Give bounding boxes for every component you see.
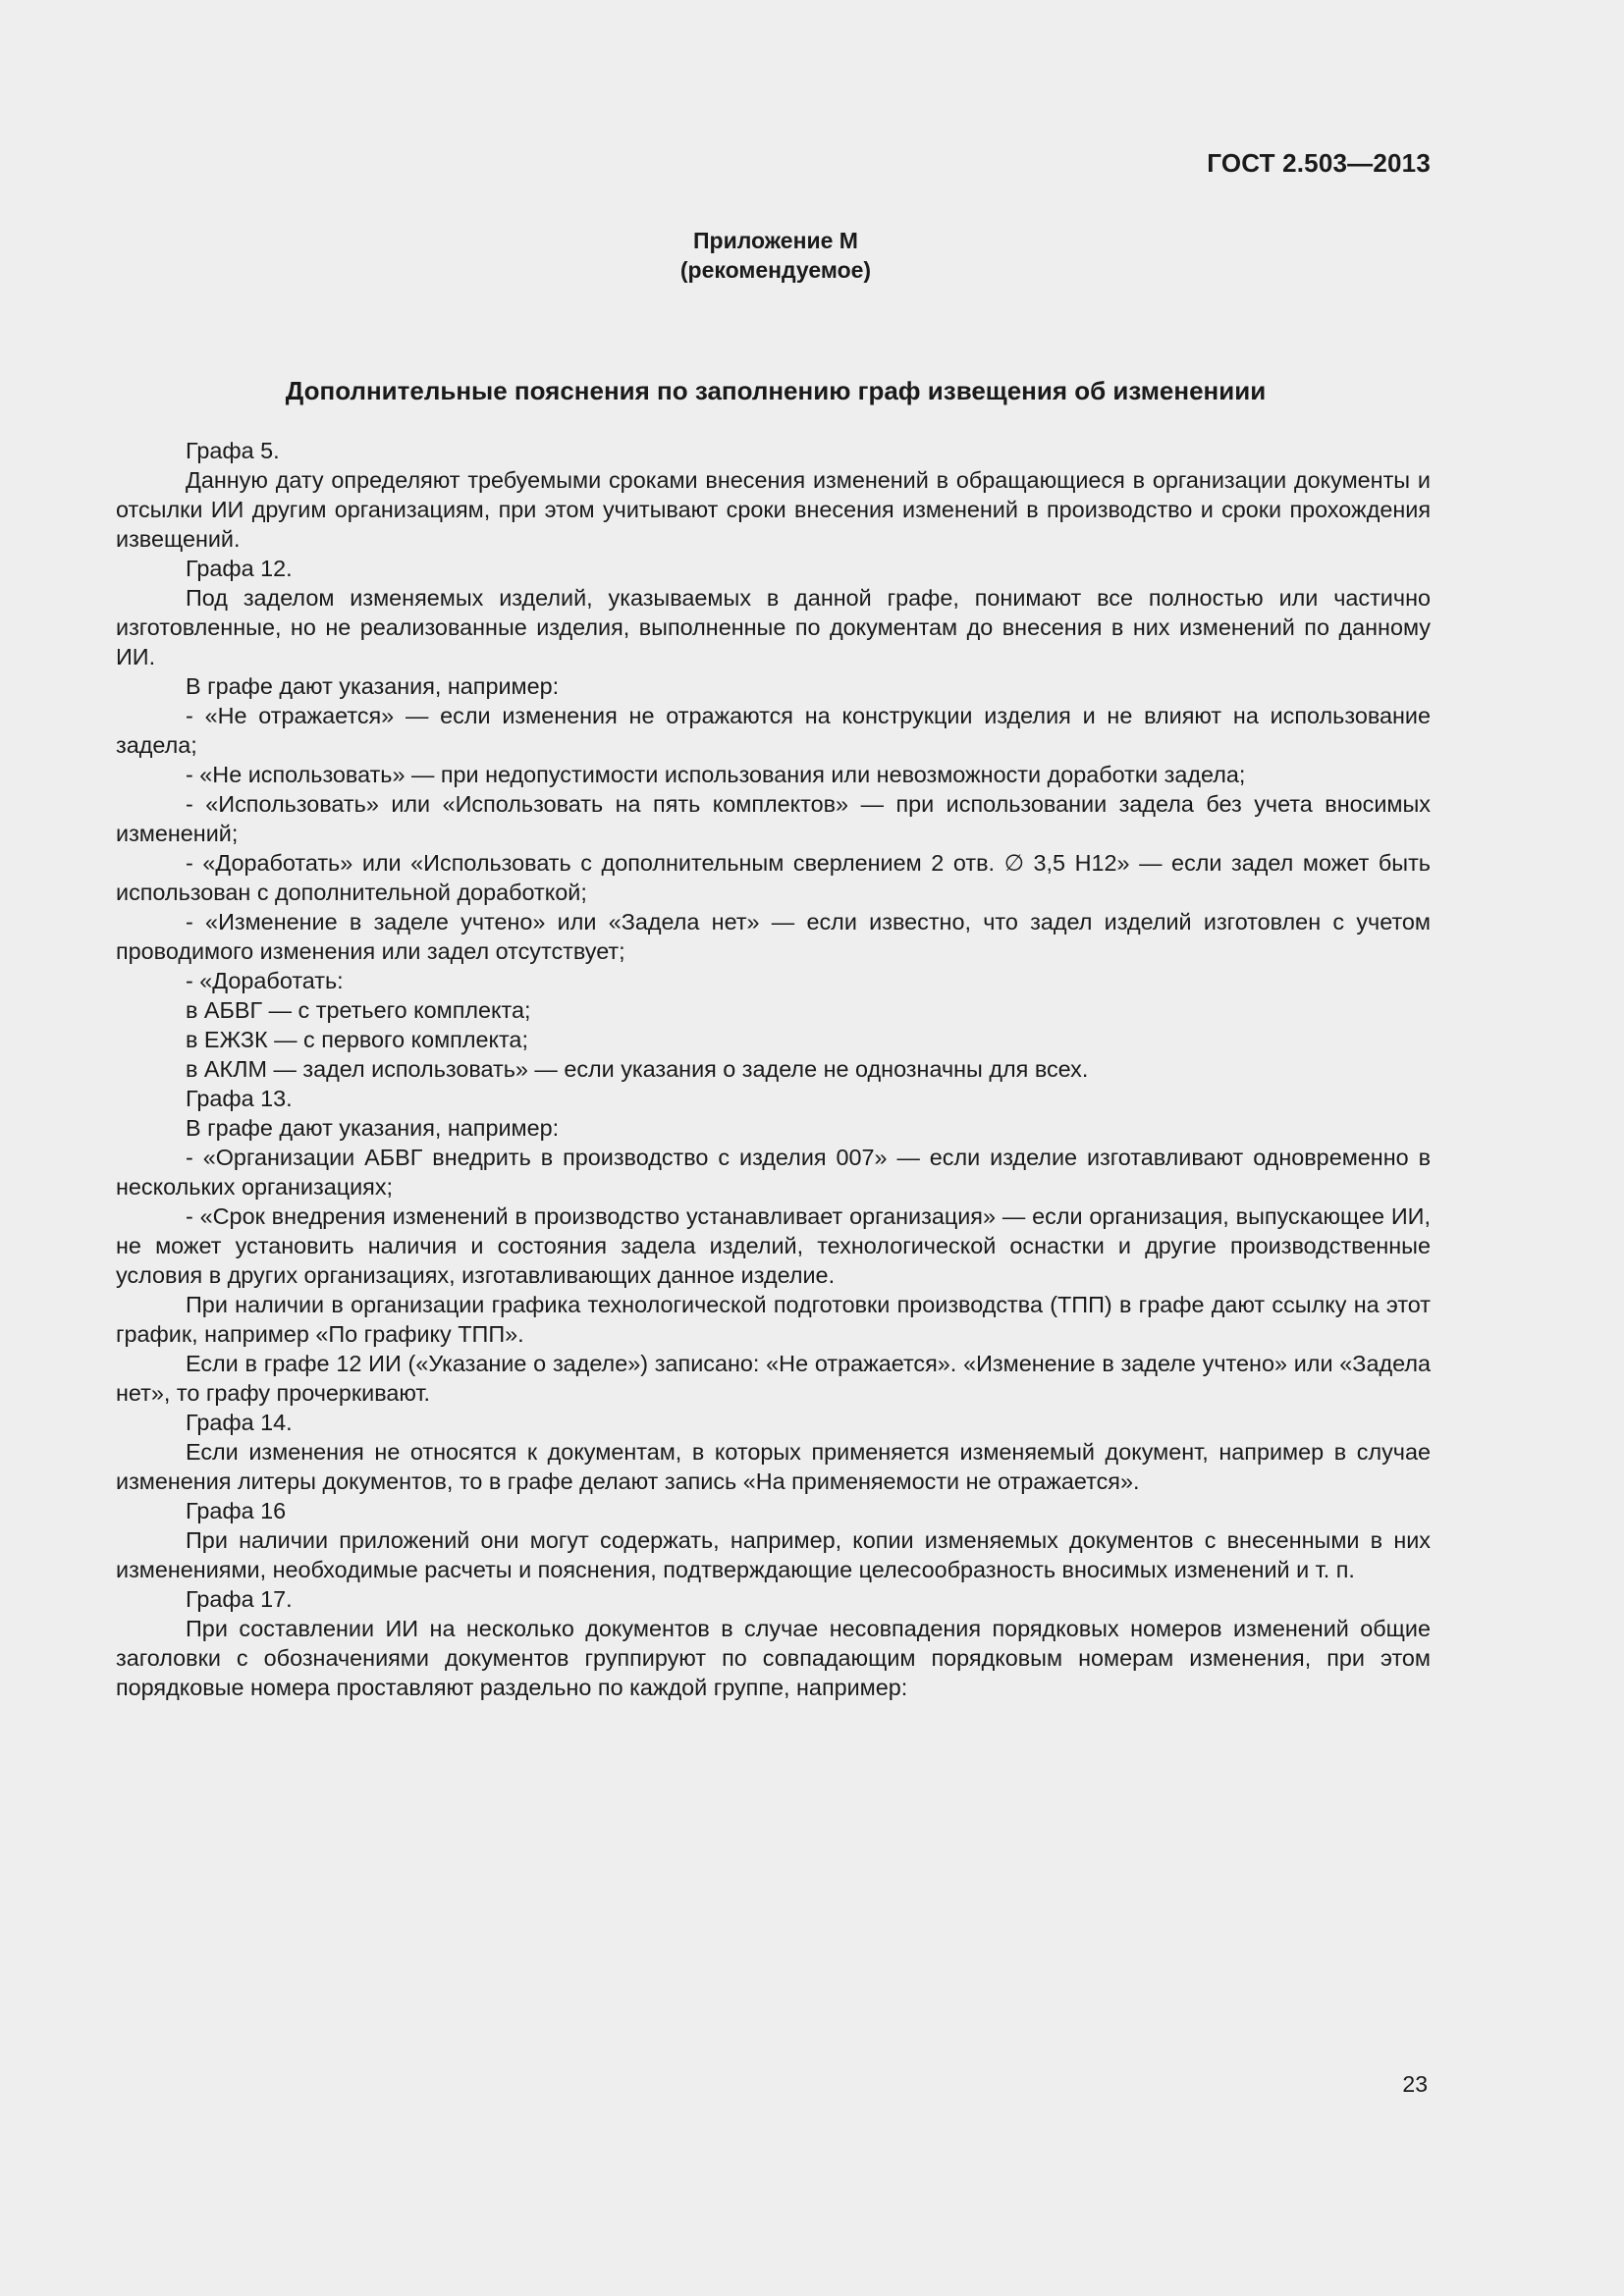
list-item: - «Не использовать» — при недопустимости использования или невозможности доработки задела; <box>186 762 1246 787</box>
list-item: - «Доработать: <box>186 968 344 993</box>
page-number: 23 <box>1402 2071 1428 2097</box>
appendix-title: Приложение М <box>693 228 858 253</box>
paragraph: При наличии в организации графика технологической подготовки производства (ТПП) в графе дают ссылку на этот график, например «По графику ТПП». <box>116 1292 1431 1347</box>
list-subitem: в АКЛМ — задел использовать» — если указания о заделе не однозначны для всех. <box>186 1056 1089 1082</box>
paragraph: Данную дату определяют требуемыми сроками внесения изменений в обращающиеся в организации документы и отсылки ИИ другим организациям, при этом учитывают сроки внесения изменений в производство и сроки прохождения извещений. <box>116 467 1431 552</box>
paragraph: Если в графе 12 ИИ («Указание о заделе») записано: «Не отражается». «Изменение в заделе учтено» или «Задела нет», то графу прочеркивают. <box>116 1351 1431 1406</box>
list-item: - «Не отражается» — если изменения не отражаются на конструкции изделия и не влияют на использование задела; <box>116 703 1431 758</box>
paragraph: Графа 17. <box>186 1586 293 1612</box>
list-item: - «Организации АБВГ внедрить в производство с изделия 007» — если изделие изготавливают одновременно в нескольких организациях; <box>116 1145 1431 1200</box>
paragraph: В графе дают указания, например: <box>186 673 560 699</box>
section-title: Дополнительные пояснения по заполнению граф извещения об изменениии <box>285 376 1267 405</box>
paragraph: Графа 12. <box>186 556 293 581</box>
paragraph: Графа 16 <box>186 1498 287 1523</box>
appendix-heading <box>0 226 1551 285</box>
paragraph: Если изменения не относятся к документам, в которых применяется изменяемый документ, например в случае изменения литеры документов, то в графе делают запись «На применяемости не отражается». <box>116 1439 1431 1494</box>
standard-code: ГОСТ 2.503—2013 <box>1207 148 1431 178</box>
list-item: - «Использовать» или «Использовать на пять комплектов» — при использовании задела без учета вносимых изменений; <box>116 791 1431 846</box>
document-body <box>116 436 1431 1702</box>
list-subitem: в ЕЖЗК — с первого комплекта; <box>186 1027 528 1052</box>
paragraph: Графа 14. <box>186 1410 293 1435</box>
paragraph: Графа 5. <box>186 438 280 463</box>
appendix-status: (рекомендуемое) <box>679 257 872 283</box>
paragraph: Под заделом изменяемых изделий, указываемых в данной графе, понимают все полностью или частично изготовленные, но не реализованные изделия, выполненные по документам до внесения в них изменений по данному ИИ. <box>116 585 1431 669</box>
list-subitem: в АБВГ — с третьего комплекта; <box>186 997 531 1023</box>
list-item: - «Срок внедрения изменений в производство устанавливает организация» — если организация, выпускающее ИИ, не может установить наличия и состояния задела изделий, технологической оснастки и другие производственные условия в других организациях, изготавливающих данное изделие. <box>116 1203 1431 1288</box>
list-item: - «Доработать» или «Использовать с дополнительным сверлением 2 отв. ∅ 3,5 Н12» — если задел может быть использован с дополнительной доработкой; <box>116 850 1431 905</box>
paragraph: При составлении ИИ на несколько документов в случае несовпадения порядковых номеров изменений общие заголовки с обозначениями документов группируют по совпадающим порядковым номерам изменения, при этом порядковые номера проставляют раздельно по каждой группе, например: <box>116 1616 1431 1700</box>
paragraph: При наличии приложений они могут содержать, например, копии изменяемых документов с внесенными в них изменениями, необходимые расчеты и пояснения, подтверждающие целесообразность вносимых изменений и т. п. <box>116 1527 1431 1582</box>
paragraph: В графе дают указания, например: <box>186 1115 560 1141</box>
list-item: - «Изменение в заделе учтено» или «Задела нет» — если известно, что задел изделий изготовлен с учетом проводимого изменения или задел отсутствует; <box>116 909 1431 964</box>
paragraph: Графа 13. <box>186 1086 293 1111</box>
